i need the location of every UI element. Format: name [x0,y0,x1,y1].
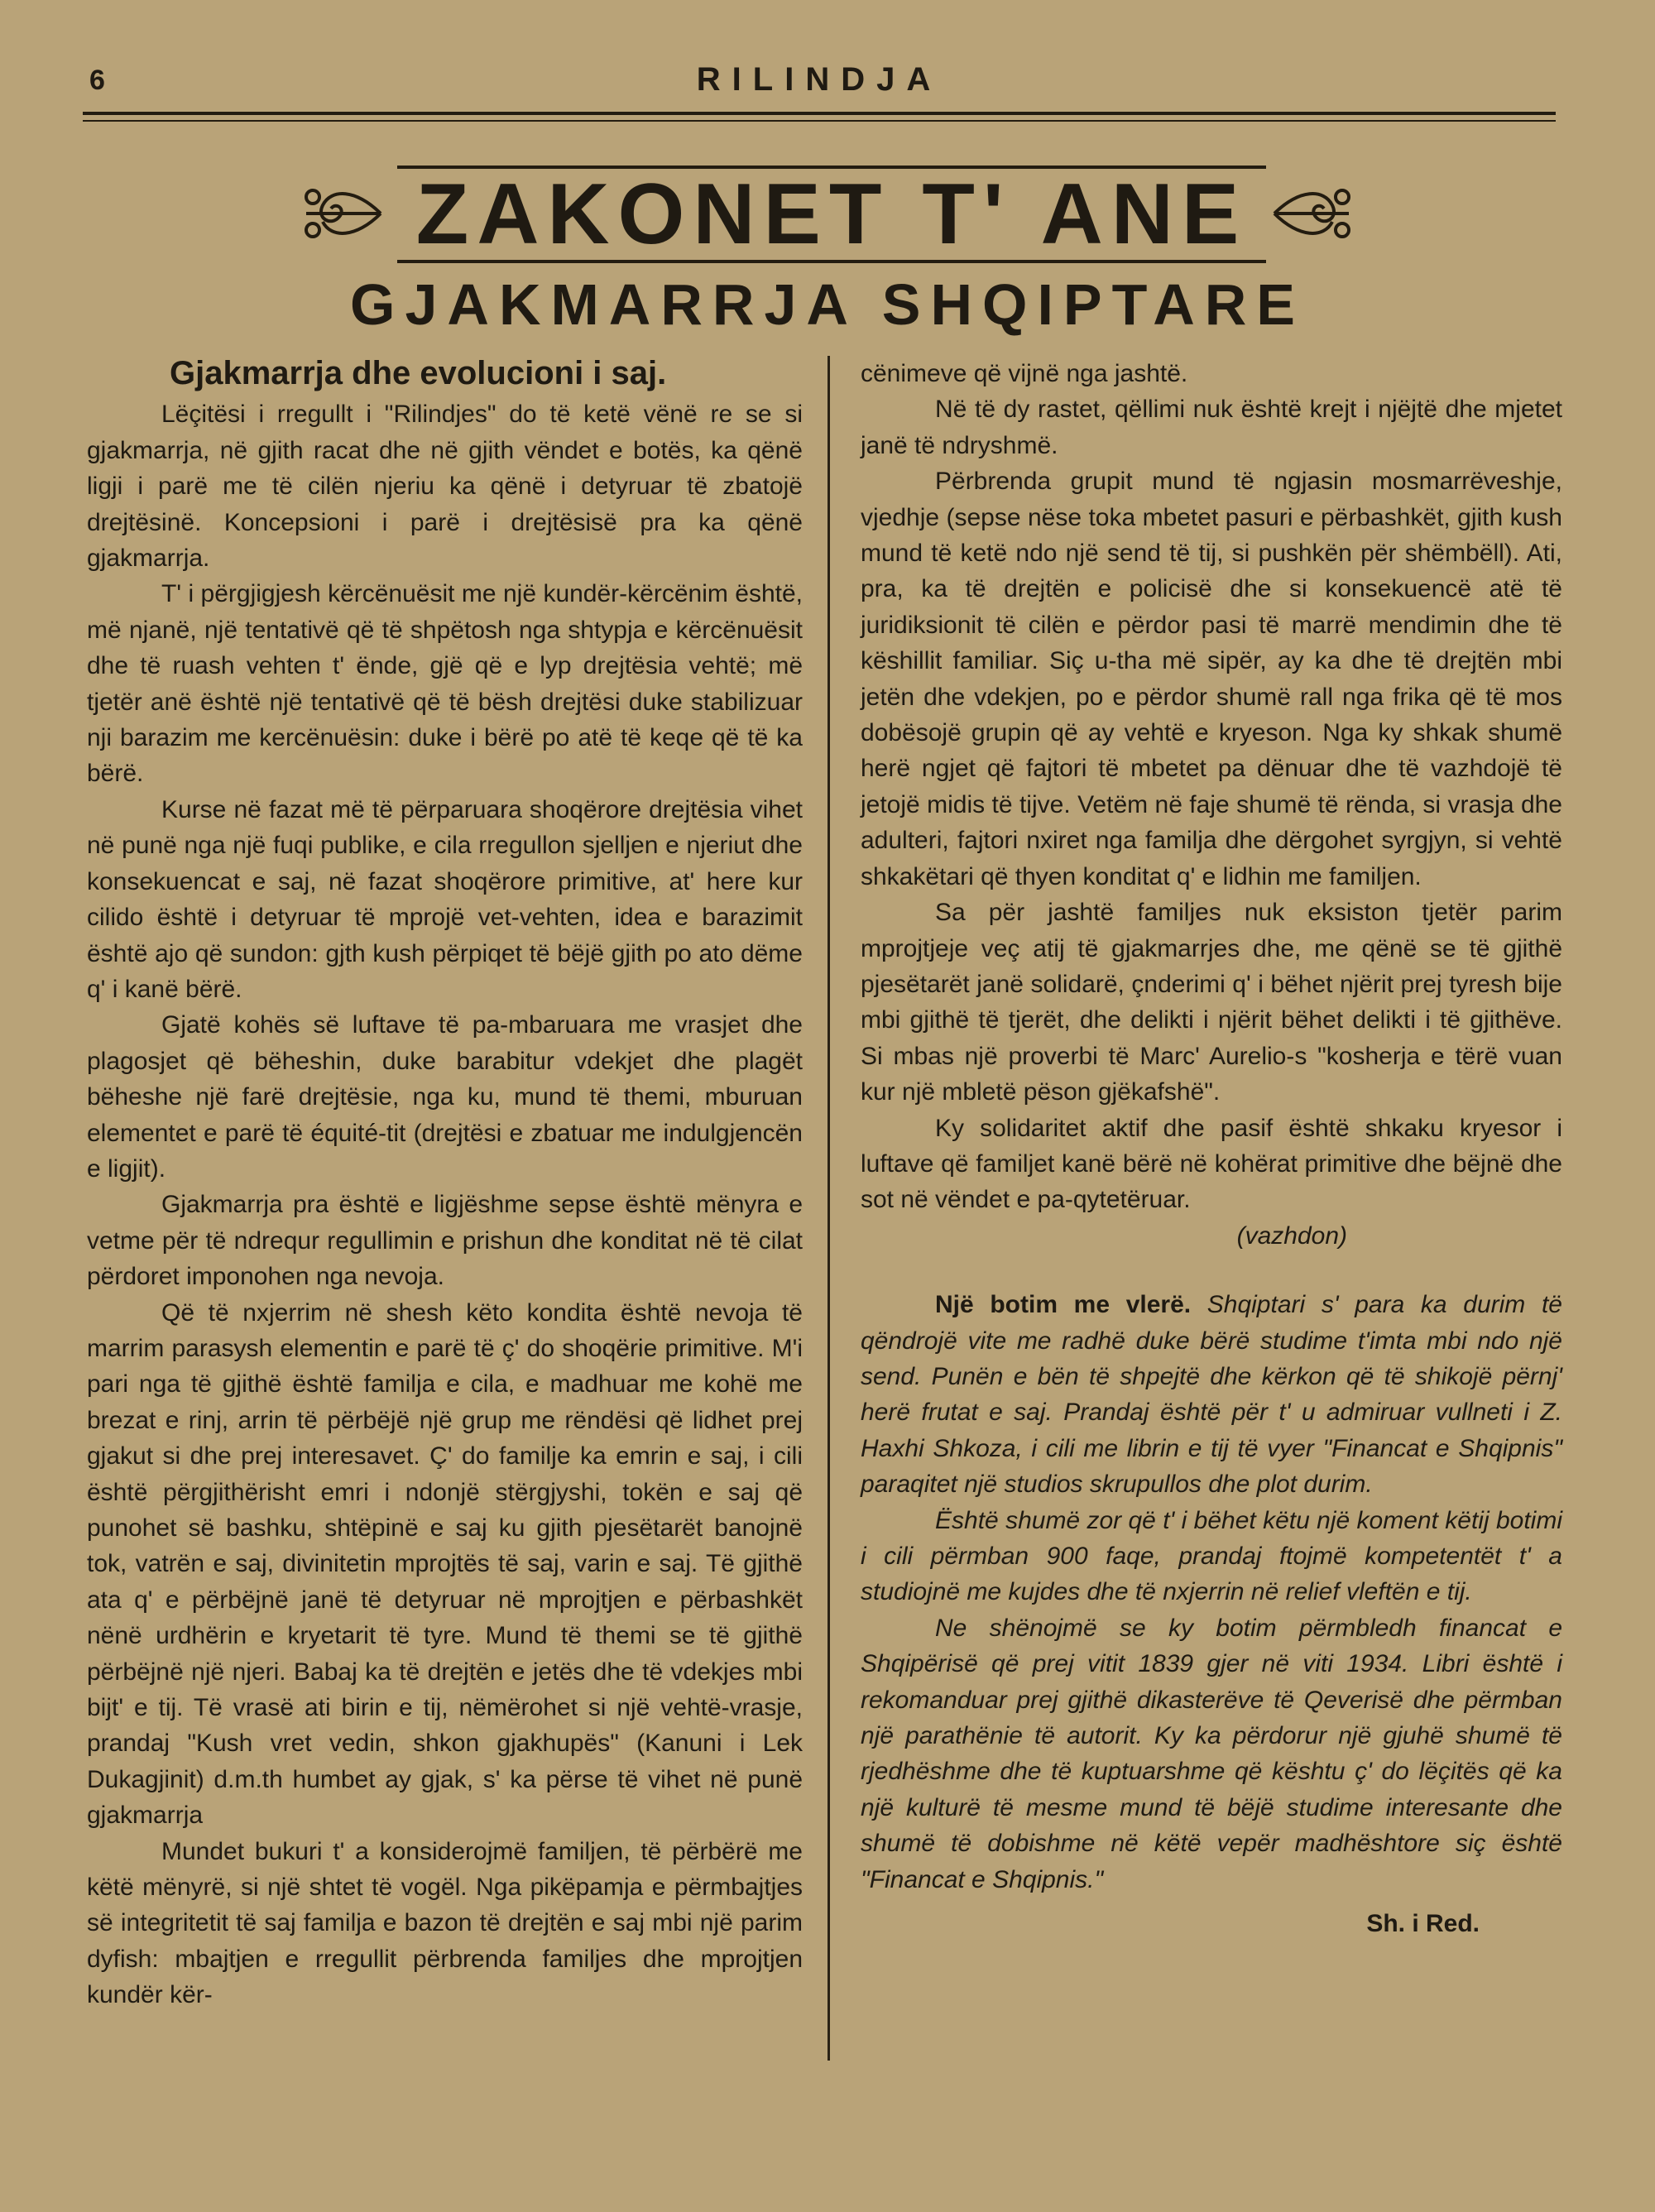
paragraph: Kurse në fazat më të përparuara shoqërore drejtësia vihet në punë nga një fuqi publike, e cila rregullon sjelljen e njeriut dhe konsekuencat e saj, në fazat shoqërore primitive, at' here kur cilido është i detyruar të mprojë vet-vehten, idea e barazimit është ajo që sundon: gjth kush përpiqet të bëjë gjith po ato dëme q' i kanë bërë. [87,795,803,1003]
review-title: Një botim me vlerë. [935,1291,1192,1319]
paragraph: Gjakmarrja pra është e ligjëshme sepse është mënyra e vetme për të ndrequr regullimin e prishun dhe konditat në të cilat përdoret imponohen nga nevoja. [87,1191,803,1291]
signature: Sh. i Red. [1366,1910,1480,1938]
paragraph: Sa për jashtë familjes nuk eksiston tjetër parim mprojtjeje veç atij të gjakmarrjes dhe, me qënë se të gjithë pjesëtarët janë solidarë, çnderimi q' i bëhet njërit prej tyresh bije mbi gjithë të tjerët, dhe delikti i njërit bëhet delikti i të gjithëve. Si mbas një proverbi të Marc' Aurelio-s "kosherja e tërë vuan kur një mbletë pëson gjëkafshë". [861,899,1562,1106]
article-subtitle: GJAKMARRJA SHQIPTARE [350,272,1305,337]
review-paragraph: Është shumë zor që t' i bëhet këtu një koment këtij botimi i cili përmban 900 faqe, prandaj ftojmë kompetentët t' a studiojnë me kujdes dhe të nxjerrin në relief vleftën e tij. [861,1506,1562,1606]
paragraph: Që të nxjerrim në shesh këto kondita është nevoja të marrim parasysh elementin e parë të ç' do shoqërie primitive. M'i pari nga të gjithë është familja e cila, e madhuar me kohë me brezat e rinj, arrin të përbëjë një grup me rëndësi që lidhet prej gjakut si dhe prej interesavet. Ç' do familje ka emrin e saj, i cili është përgjithërisht emri i ndonjë stërgjyshi, tokën e saj që punohet së bashku, shtëpinë e saj ku gjith pjesëtarët banojnë tok, vatrën e saj, divinitetin mprojtës të saj, varin e saj. Të gjithë ata q' e përbëjnë janë të detyruar në mprojtjen e përbashkët nënë urdhërin e kryetarit të tyre. Mund të themi se të gjithë përbëjnë një njeri. Babaj ka të drejtën e jetës dhe të vdekjes mbi bijt' e tij. Të vrasë ati birin e tij, nëmërohet si një vehtë-vrasje, prandaj "Kush vret vedin, shkon gjakhupës" (Kanuni i Lek Dukagjinit) d.m.th humbet ay gjak, s' ka përse të vihet në punë gjakmarrja [87,1298,803,1830]
scroll-ornament-left-icon [298,172,389,255]
masthead: RILINDJA [696,61,943,98]
header-rule-thin [83,120,1556,122]
paragraph: cënimeve që vijnë nga jashtë. [861,360,1188,387]
scroll-ornament-right-icon [1266,172,1357,255]
paragraph: Mundet bukuri t' a konsiderojmë familjen, të përbërë me këtë mënyrë, si një shtet të vogël. Nga pikëpamja e përmbajtjes së integritetit të saj familja e bazon të drejtën e saj mbi një parim dyfish: mbajtjen e rregullit përbrenda familjes dhe mprojtjen kundër kër- [87,1837,803,2009]
page-number: 6 [89,65,105,96]
title-box [397,166,1266,263]
page-header [83,50,1556,99]
left-column [87,356,803,2013]
right-column [861,356,1562,1941]
review-lead-text: Shqiptari s' para ka durim të qëndrojë vite me radhë duke bërë studime t'imta mbi ndo një send. Punën e bën të shpejtë dhe kërkon që të shikojë përnj' herë frutat e saj. Prandaj është për t' u admiruar vullneti i Z. Haxhi Shkoza, i cili me librin e tij të vyer "Financat e Shqipnis" paraqitet një studios skrupullos dhe plot durim. [861,1291,1562,1499]
review-paragraph: Ne shënojmë se ky botim përmbledh financat e Shqipërisë që prej vitit 1839 gjer në viti 1934. Libri është i rekomanduar prej gjithë dikasterëve të Qeverisë dhe përmban një parathënie të autorit. Ky ka përdorur një gjuhë shumë të rjedhëshme dhe të kuptuarshme që kështu ç' do lëçitës që ka një kulturë të mesme mund të bëjë studime interesante dhe shumë të dobishme në këtë vepër madhështore siç është "Financat e Shqipnis." [861,1614,1562,1893]
continued-note: (vazhdon) [1236,1221,1347,1250]
paragraph: Përbrenda grupit mund të ngjasin mosmarrëveshje, vjedhje (sepse nëse toka mbetet pasuri e përbashkët, gjith kush mund të ketë ndo një send të tij, si pushkën për shëmbëll). Ati, pra, ka të drejtën e policisë dhe si konsekuencë atë të juridiksionit të cilën e përdor pasi të marrë mendimin dhe të këshillit familiar. Siç u-tha më sipër, ay ka dhe të drejtën mbi jetën dhe vdekjen, po e përdor shumë rall nga frika që të mos dobësojë grupin që ay vehtë e kryeson. Nga ky shkak shumë herë ngjet që fajtori të mbetet pa dënuar dhe të vazhdojë të jetojë midis të tijve. Vetëm në faje shumë të rënda, si vrasja dhe adulteri, fajtori nxiret nga familja dhe dërgohet syrgjyn, si vehtë shkakëtari që thyen konditat q' e lidhin me familjen. [861,468,1562,890]
paragraph: Në të dy rastet, qëllimi nuk është krejt i njëjtë dhe mjetet janë të ndryshmë. [861,396,1562,459]
paragraph: Gjatë kohës së luftave të pa-mbaruara me vrasjet dhe plagosjet që bëheshin, duke barabitur vdekjet dhe plagët bëheshe një farë drejtësie, nga ku, mund të themi, mburuan elementet e parë të équité-tit (drejtësi e zbatuar me indulgjencën e ligjit). [87,1011,803,1183]
article-title: ZAKONET T' ANE [415,166,1248,262]
paragraph: Ky solidaritet aktif dhe pasif është shkaku kryesor i luftave që familjet kanë bërë në kohërat primitive dhe bëjnë dhe sot në vëndet e pa-qytetëruar. [861,1114,1562,1214]
paragraph: Lëçitësi i rregullt i "Rilindjes" do të ketë vënë re se si gjakmarrja, në gjith racat dhe në gjith vëndet e botës, ka qënë ligji i parë me të cilën njeriu ka qënë i detyruar të zbatojë drejtësinë. Koncepsioni i parë i drejtësisë pra ka qënë gjakmarrja. [87,401,803,573]
review-lead [861,1287,1562,1502]
column-divider [828,356,830,2061]
paragraph: T' i përgjigjesh kërcënuësit me një kundër-kërcënim është, më njanë, një tentativë që të shpëtosh nga shtypja e kërcënuësit dhe të ruash vehten t' ënde, gjë që e lyp drejtësia vehtë; më tjetër anë është një tentativë që të bësh drejtësi duke stabilizuar nji barazim me kercënuësin: duke i bërë po atë të keqe që të ka bërë. [87,580,803,788]
section-heading: Gjakmarrja dhe evolucioni i saj. [170,355,667,391]
header-rule [83,112,1556,115]
